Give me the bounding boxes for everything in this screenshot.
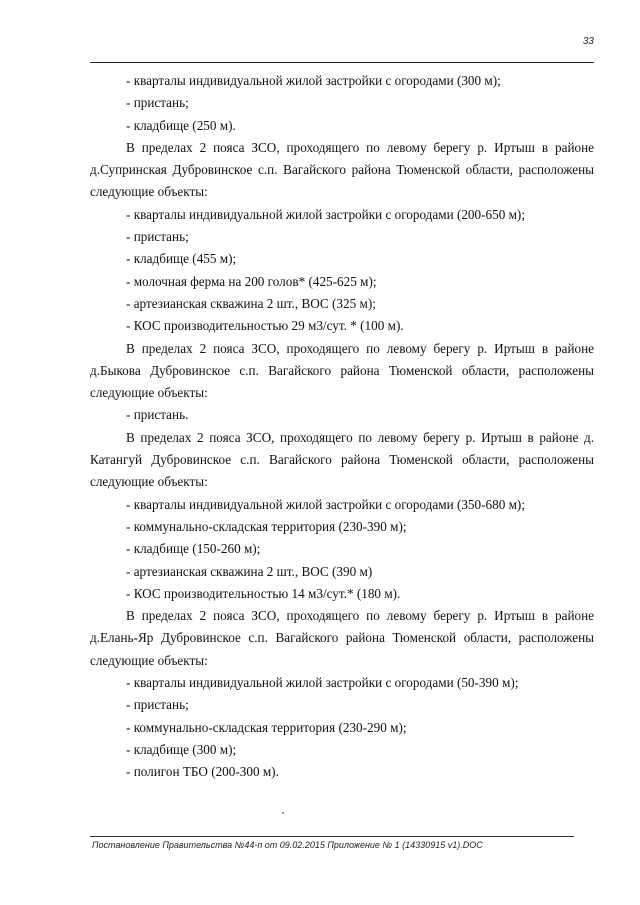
paragraph-line: В пределах 2 пояса ЗСО, проходящего по левому берегу р. Иртыш в районе д.: [126, 429, 594, 445]
document-body: [90, 70, 594, 784]
list-item: - кварталы индивидуальной жилой застройки с огородами (200-650 м);: [126, 206, 525, 222]
paragraph-line: д.Елань-Яр Дубровинское с.п. Вагайского района Тюменской области, расположены: [90, 630, 594, 646]
bullet-list: [90, 404, 594, 426]
list-item: - пристань;: [126, 95, 189, 111]
list-item: - пристань;: [126, 229, 189, 245]
list-item: - артезианская скважина 2 шт., ВОС (390 м): [126, 563, 373, 579]
paragraph: [90, 137, 594, 204]
paragraph-line: следующие объекты:: [90, 184, 208, 200]
paragraph-line: д.Супринская Дубровинское с.п. Вагайского района Тюменской области, расположены: [90, 162, 594, 178]
page-number: 33: [582, 36, 594, 47]
list-item: - кварталы индивидуальной жилой застройки с огородами (300 м);: [126, 73, 501, 88]
list-item: - кладбище (455 м);: [126, 251, 237, 267]
list-item: - артезианская скважина 2 шт., ВОС (325 м);: [126, 295, 376, 311]
list-item: - кладбище (150-260 м);: [126, 541, 261, 557]
list-item: - КОС производительностью 14 м3/сут.* (180 м).: [126, 585, 401, 601]
list-item: - полигон ТБО (200-300 м).: [126, 764, 279, 780]
paragraph-line: д.Быкова Дубровинское с.п. Вагайского района Тюменской области, расположены: [90, 362, 594, 378]
list-item: - коммунально-складская территория (230-290 м);: [126, 719, 407, 735]
bullet-list: [90, 672, 594, 783]
bullet-list: [90, 70, 594, 137]
paragraph-line: следующие объекты:: [90, 474, 208, 490]
list-item: - кладбище (300 м);: [126, 741, 237, 757]
paragraph: [90, 427, 594, 494]
paragraph-line: В пределах 2 пояса ЗСО, проходящего по левому берегу р. Иртыш в районе: [126, 608, 594, 624]
scan-speck: [282, 812, 284, 814]
footer-text: Постановление Правительства №44-п от 09.02.2015 Приложение № 1 (14330915 v1).DOC: [92, 840, 483, 850]
paragraph: [90, 605, 594, 672]
paragraph-line: В пределах 2 пояса ЗСО, проходящего по левому берегу р. Иртыш в районе: [126, 340, 594, 356]
paragraph-line: Катангуй Дубровинское с.п. Вагайского района Тюменской области, расположены: [90, 452, 594, 468]
header-rule: [90, 62, 594, 63]
list-item: - молочная ферма на 200 голов* (425-625 м);: [126, 273, 377, 289]
paragraph-line: следующие объекты:: [90, 385, 208, 401]
list-item: - КОС производительностью 29 м3/сут. * (100 м).: [126, 318, 404, 334]
bullet-list: [90, 204, 594, 338]
paragraph-line: В пределах 2 пояса ЗСО, проходящего по левому берегу р. Иртыш в районе: [126, 139, 594, 155]
list-item: - кладбище (250 м).: [126, 117, 236, 133]
paragraph: [90, 338, 594, 405]
footer-rule: [90, 836, 574, 837]
list-item: - коммунально-складская территория (230-390 м);: [126, 518, 407, 534]
list-item: - кварталы индивидуальной жилой застройки с огородами (50-390 м);: [126, 675, 519, 691]
list-item: - пристань;: [126, 697, 189, 713]
list-item: - кварталы индивидуальной жилой застройки с огородами (350-680 м);: [126, 496, 525, 512]
bullet-list: [90, 494, 594, 605]
list-item: - пристань.: [126, 407, 189, 423]
paragraph-line: следующие объекты:: [90, 652, 208, 668]
